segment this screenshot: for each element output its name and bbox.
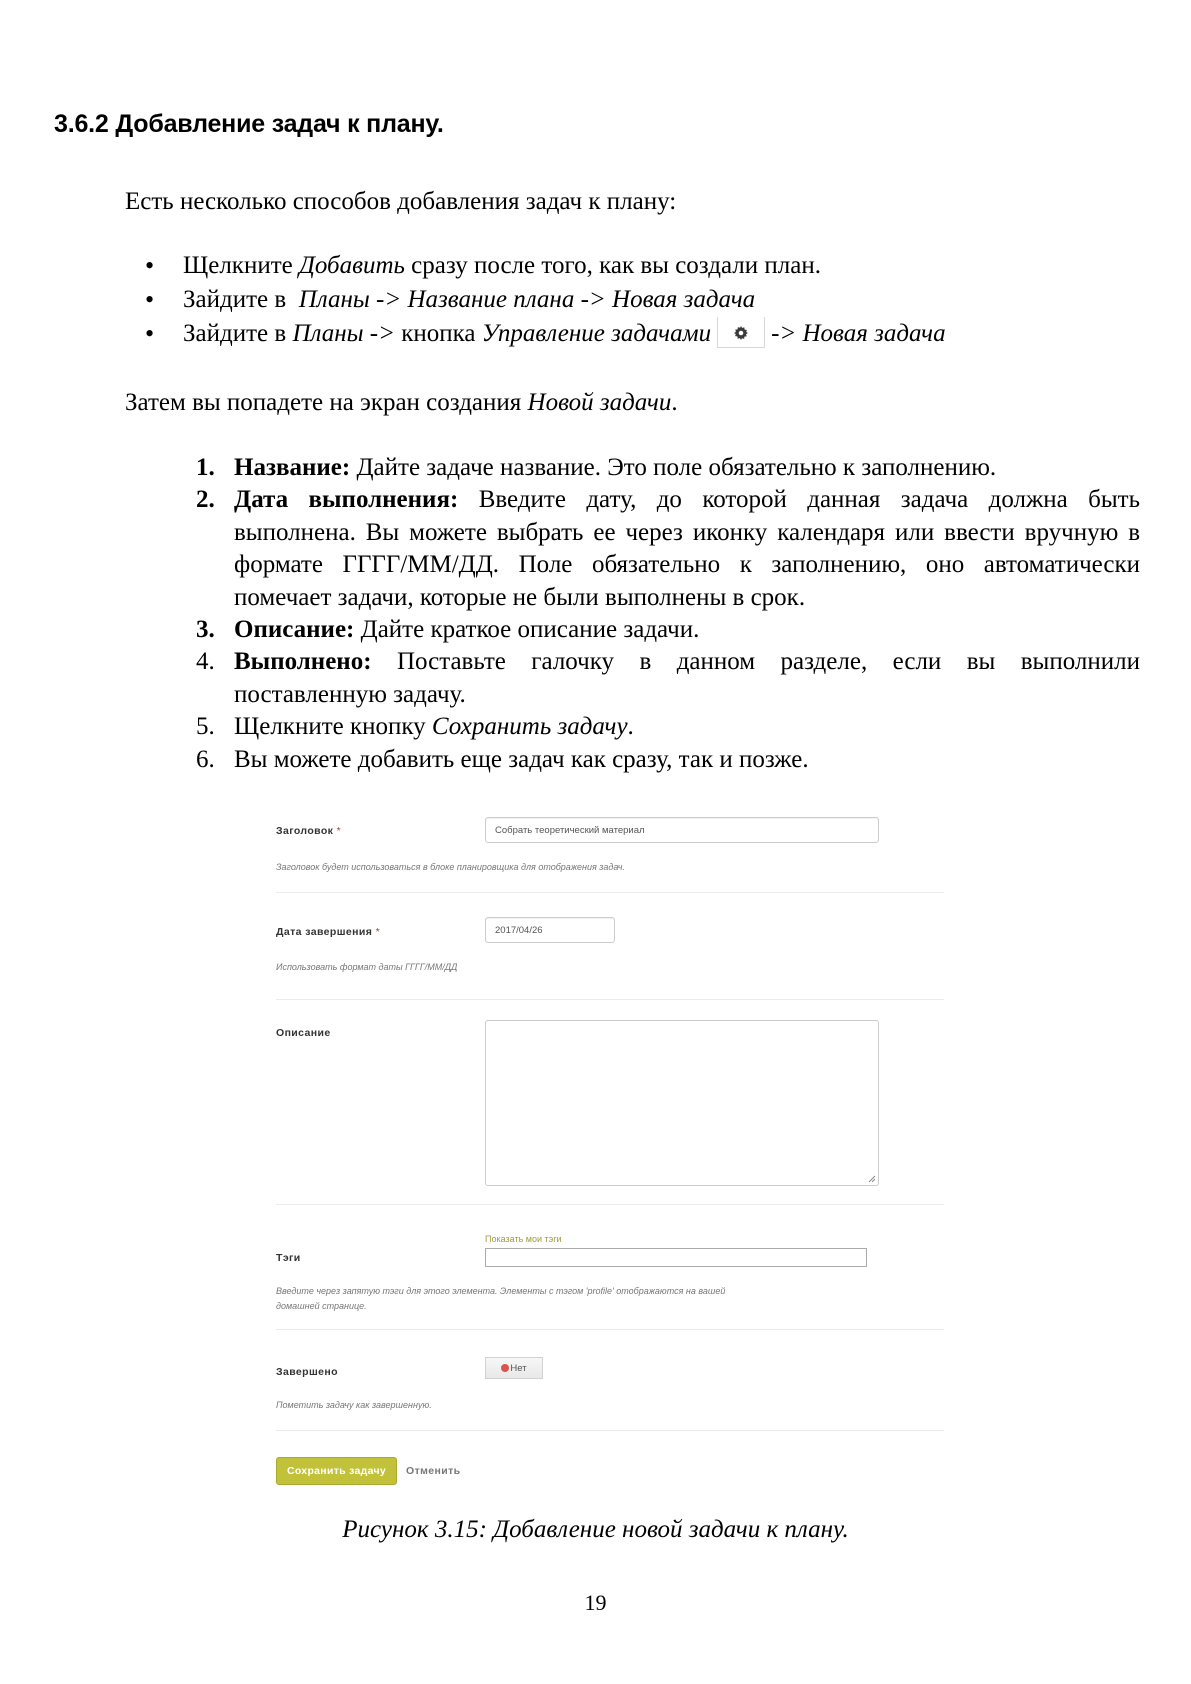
tags-input[interactable] [485, 1248, 867, 1267]
tags-row [276, 1205, 944, 1330]
emphasis: Планы -> Название плана -> Новая задача [298, 286, 756, 313]
list-item: • Зайдите в Планы -> Название плана -> Новая задача [145, 283, 946, 317]
completed-help: Пометить задачу как завершенную. [276, 1400, 432, 1410]
page-number: 19 [584, 1590, 607, 1615]
gear-icon [734, 326, 748, 340]
list-item: 5. Щелкните кнопку Сохранить задачу. [196, 713, 634, 741]
tags-help: Введите через запятую тэги для этого элемента. Элементы с тэгом 'profile' отображаются на вашей домашней странице. [276, 1286, 726, 1311]
figure-caption: Рисунок 3.15: Добавление новой задачи к плану. [342, 1516, 849, 1543]
emphasis: Добавить [298, 252, 405, 279]
resize-handle-icon[interactable] [868, 1175, 876, 1183]
list-item: 3. Описание: Дайте краткое описание задачи. [196, 616, 700, 644]
date-help: Использовать формат даты ГГГГ/ММ/ДД [276, 962, 458, 972]
emphasis: Управление задачами [481, 320, 712, 347]
date-input[interactable]: 2017/04/26 [485, 917, 615, 943]
title-help: Заголовок будет использоваться в блоке планировщика для отображения задач. [276, 862, 625, 872]
emphasis: -> Новая задача [771, 320, 946, 347]
completed-row [276, 1330, 944, 1431]
list-item: 6. Вы можете добавить еще задач как сразу, так и позже. [196, 745, 809, 773]
date-label: Дата завершения * [276, 926, 381, 938]
date-row [276, 893, 944, 1000]
status-dot-icon [501, 1364, 509, 1372]
list-item: • Щелкните Добавить сразу после того, как вы создали план. [145, 249, 946, 283]
list-item: 4. Выполнено: Поставьте галочку в данном разделе, если вы выполнили поставленную задачу. [196, 648, 1140, 708]
title-input[interactable]: Собрать теоретический материал [485, 817, 879, 843]
show-my-tags-link[interactable]: Показать мои тэги [485, 1234, 562, 1244]
steps-list [196, 452, 1140, 776]
description-textarea[interactable] [485, 1020, 879, 1186]
list-item: • Зайдите в Планы -> кнопка Управление задачами -> Новая задача [145, 317, 946, 351]
form-actions [276, 1431, 944, 1491]
intro-paragraph: Есть несколько способов добавления задач к плану: [125, 188, 677, 215]
section-heading: 3.6.2 Добавление задач к плану. [54, 110, 444, 138]
new-task-form [276, 810, 944, 1491]
manage-tasks-button [717, 317, 765, 348]
cancel-link[interactable]: Отменить [406, 1465, 461, 1477]
completed-toggle[interactable]: Нет [485, 1357, 543, 1379]
then-paragraph: Затем вы попадете на экран создания Новой задачи. [125, 389, 678, 416]
list-item: 2. Дата выполнения: Введите дату, до которой данная задача должна быть выполнена. Вы можете выбрать ее через иконку календаря или ввести вручную в формате ГГГГ/ММ/ДД. Поле обязательно к заполнению, оно автоматически помечает задачи, которые не были выполнены в срок. [196, 486, 1140, 611]
save-task-button[interactable]: Сохранить задачу [276, 1457, 397, 1485]
description-label: Описание [276, 1027, 331, 1039]
methods-list [145, 249, 946, 351]
title-row [276, 810, 944, 893]
emphasis: Планы -> [292, 320, 395, 347]
list-item: 1. Название: Дайте задаче название. Это поле обязательно к заполнению. [196, 454, 997, 481]
description-row [276, 1000, 944, 1205]
tags-label: Тэги [276, 1252, 301, 1264]
title-label: Заголовок * [276, 825, 342, 837]
completed-label: Завершено [276, 1366, 338, 1378]
